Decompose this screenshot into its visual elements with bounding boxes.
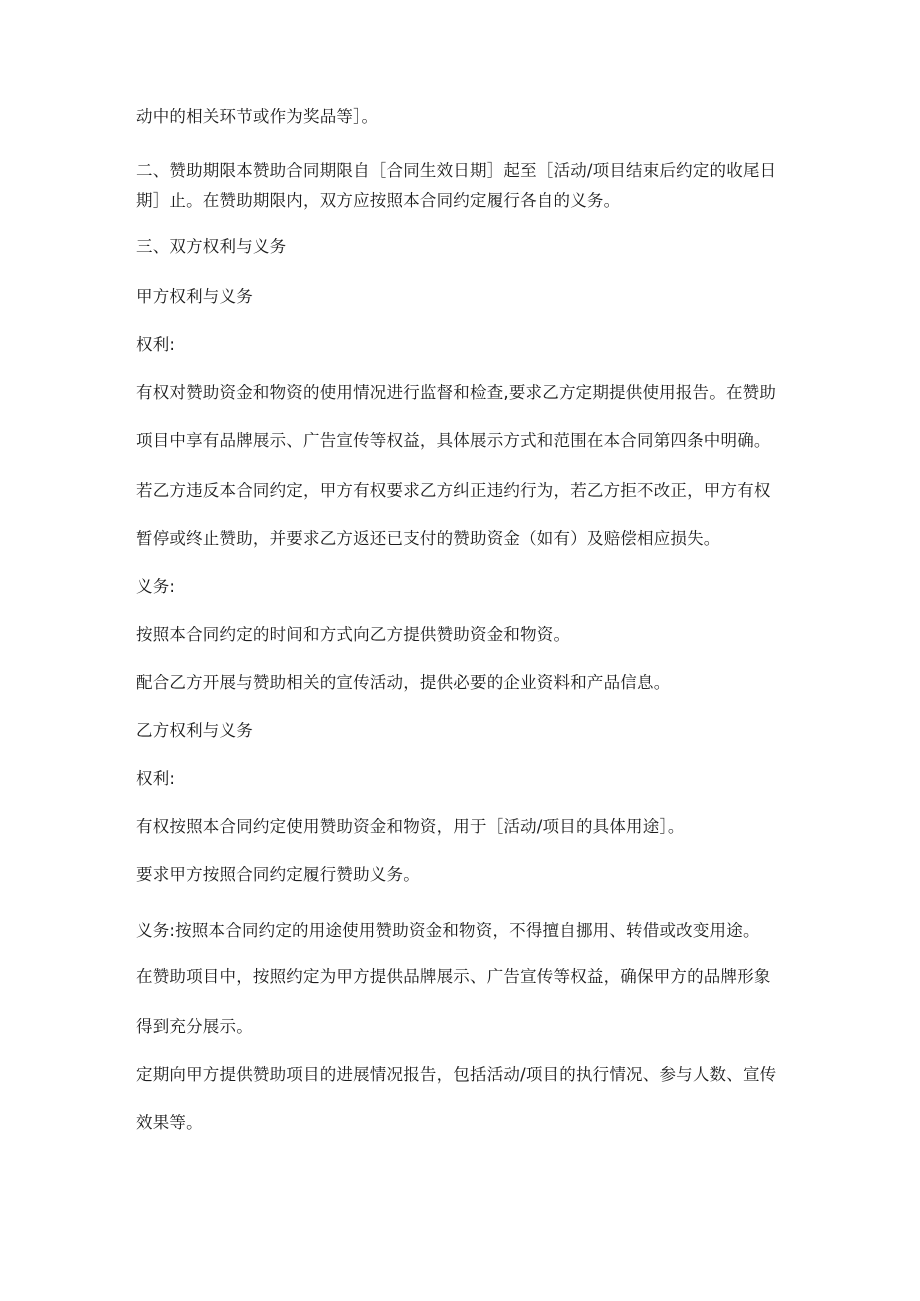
party-a-rights-line-1: 有权对赞助资金和物资的使用情况进行监督和检查,要求乙方定期提供使用报告。在赞助 — [136, 383, 777, 402]
party-b-duties-line-1: 义务:按照本合同约定的用途使用赞助资金和物资，不得擅自挪用、转借或改变用途。 — [136, 921, 760, 940]
party-a-rights-line-2: 项目中享有品牌展示、广告宣传等权益，具体展示方式和范围在本合同第四条中明确。 — [136, 431, 771, 450]
party-b-duties-line-2: 在赞助项目中，按照约定为甲方提供品牌展示、广告宣传等权益，确保甲方的品牌形象 — [136, 967, 771, 986]
party-b-rights-line-1: 有权按照本合同约定使用赞助资金和物资，用于［活动/项目的具体用途］。 — [136, 817, 685, 836]
party-a-duties-line-1: 按照本合同约定的时间和方式向乙方提供赞助资金和物资。 — [136, 625, 571, 644]
party-b-duties-line-3: 得到充分展示。 — [136, 1017, 253, 1036]
text-line-continuation: 动中的相关环节或作为奖品等］。 — [136, 107, 379, 126]
party-b-rights-line-2: 要求甲方按照合同约定履行赞助义务。 — [136, 865, 420, 884]
section-two-line-2: 期］止。在赞助期限内，双方应按照本合同约定履行各自的义务。 — [136, 191, 621, 210]
party-b-duties-line-5: 效果等。 — [136, 1113, 203, 1132]
party-a-rights-line-3: 若乙方违反本合同约定，甲方有权要求乙方纠正违约行为，若乙方拒不改正，甲方有权 — [136, 481, 771, 500]
party-b-heading: 乙方权利与义务 — [136, 721, 253, 740]
section-three-heading: 三、双方权利与义务 — [136, 237, 287, 256]
party-a-duties-line-2: 配合乙方开展与赞助相关的宣传活动，提供必要的企业资料和产品信息。 — [136, 673, 671, 692]
party-a-duties-label: 义务: — [136, 577, 176, 596]
party-a-heading: 甲方权利与义务 — [136, 287, 253, 306]
party-a-rights-line-4: 暂停或终止赞助，并要求乙方返还已支付的赞助资金（如有）及赔偿相应损失。 — [136, 529, 721, 548]
section-two-line-1: 二、赞助期限本赞助合同期限自［合同生效日期］起至［活动/项目结束后约定的收尾日 — [136, 161, 777, 180]
party-a-rights-label: 权利: — [136, 335, 176, 354]
party-b-rights-label: 权利: — [136, 769, 176, 788]
party-b-duties-line-4: 定期向甲方提供赞助项目的进展情况报告，包括活动/项目的执行情况、参与人数、宣传 — [136, 1065, 777, 1084]
